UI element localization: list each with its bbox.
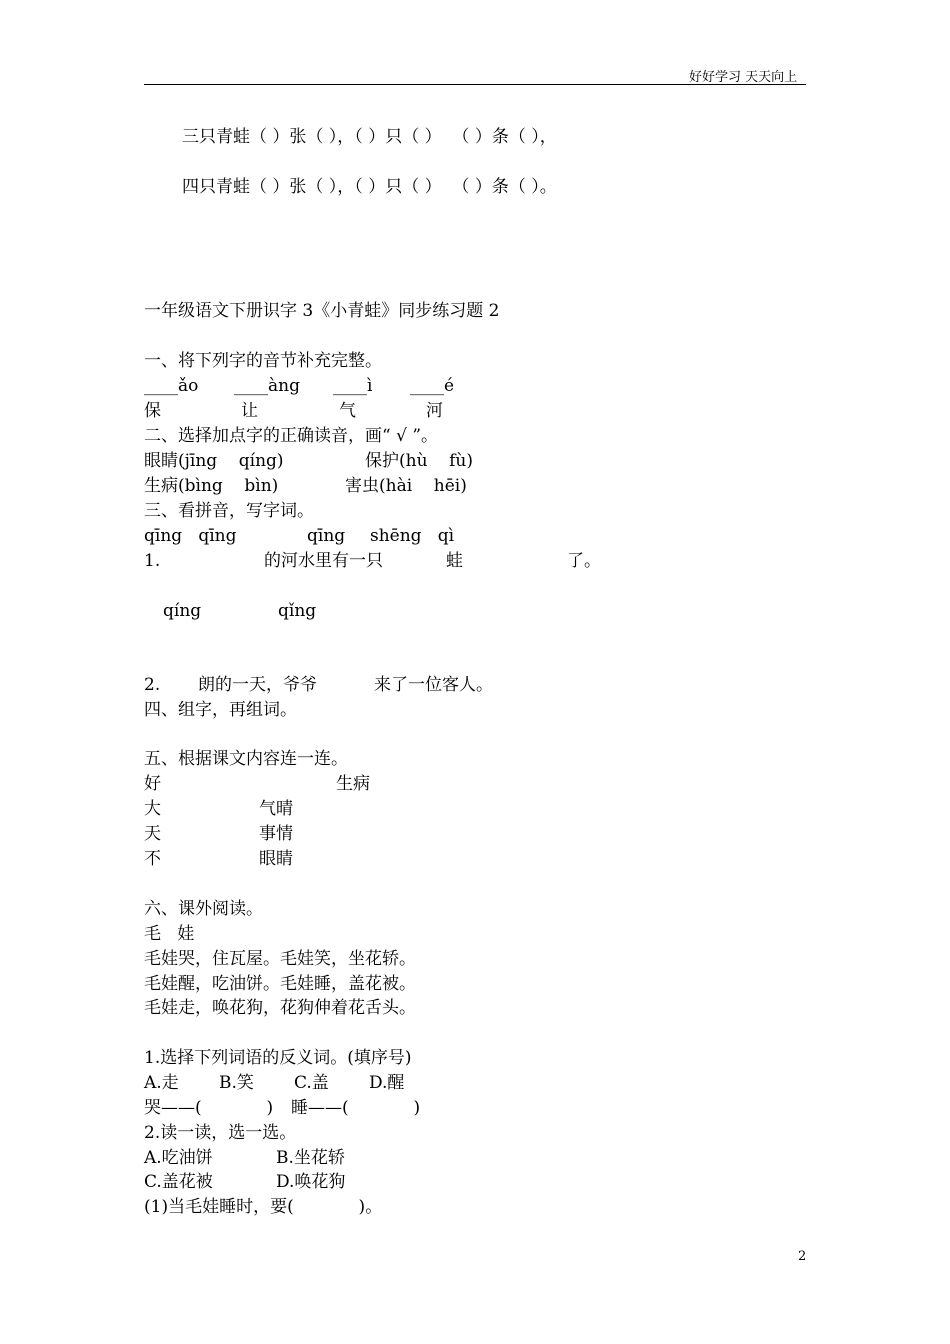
q3-heading: 三、看拼音，写字词。 bbox=[144, 501, 314, 521]
q6-sub1-pair-1: 哭——( ) bbox=[144, 1098, 274, 1118]
q5-right-2: 气晴 bbox=[259, 799, 293, 819]
poem-title: 毛 娃 bbox=[144, 924, 195, 944]
q6-heading: 六、课外阅读。 bbox=[144, 899, 263, 919]
q3-pinyin-1a: qīng qīng bbox=[144, 526, 237, 546]
poem-line-2: 毛娃醒，吃油饼。毛娃睡，盖花被。 bbox=[144, 974, 416, 994]
q2-item-1b: 保护(hù fù) bbox=[365, 451, 474, 471]
q6-sub1-heading: 1.选择下列词语的反义词。(填序号) bbox=[144, 1048, 412, 1068]
q5-left-1: 好 bbox=[144, 774, 161, 794]
q1-heading: 一、将下列字的音节补充完整。 bbox=[144, 351, 382, 371]
continuation-line-1: 三只青蛙（ ）张（ ），（ ）只（ ） （ ）条（ ）， bbox=[182, 127, 557, 147]
q3-sentence-1-part1: 的河水里有一只 bbox=[264, 551, 383, 571]
q6-sub2-question-1: (1)当毛娃睡时，要( )。 bbox=[144, 1197, 383, 1217]
q1-blank-1: ____ǎo bbox=[144, 376, 199, 396]
q5-right-1: 生病 bbox=[336, 774, 370, 794]
q1-blank-3: ____ì bbox=[333, 376, 373, 396]
q5-heading: 五、根据课文内容连一连。 bbox=[144, 749, 348, 769]
q1-char-4: 河 bbox=[426, 401, 443, 421]
q6-sub2-option-b: B.坐花轿 bbox=[276, 1148, 345, 1168]
q1-char-1: 保 bbox=[144, 401, 161, 421]
q3-sentence-1-number: 1. bbox=[144, 551, 161, 571]
q4-heading: 四、组字，再组词。 bbox=[144, 700, 297, 720]
q6-sub1-option-c: C.盖 bbox=[294, 1073, 329, 1093]
q5-left-4: 不 bbox=[144, 849, 161, 869]
q3-sentence-2-number: 2. bbox=[144, 675, 161, 695]
q6-sub1-option-d: D.醒 bbox=[369, 1073, 405, 1093]
q6-sub1-pair-2: 睡——( ) bbox=[291, 1098, 421, 1118]
poem-line-3: 毛娃走，唤花狗，花狗伸着花舌头。 bbox=[144, 998, 416, 1018]
q3-pinyin-1b: qīng bbox=[307, 526, 346, 546]
q1-char-3: 气 bbox=[339, 401, 356, 421]
q3-sentence-1-part3: 了。 bbox=[567, 551, 601, 571]
q3-pinyin-1c: shēng qì bbox=[370, 526, 455, 546]
q5-right-3: 事情 bbox=[259, 824, 293, 844]
q5-left-2: 大 bbox=[144, 799, 161, 819]
q2-item-1a: 眼睛(jīng qíng) bbox=[144, 451, 284, 471]
poem-line-1: 毛娃哭，住瓦屋。毛娃笑，坐花轿。 bbox=[144, 949, 416, 969]
q2-item-2a: 生病(bìng bìn) bbox=[144, 476, 279, 496]
q3-sentence-2-part1: 朗的一天，爷爷 bbox=[198, 675, 317, 695]
q1-char-2: 让 bbox=[241, 401, 258, 421]
q2-heading: 二、选择加点字的正确读音，画“ √ ”。 bbox=[144, 426, 439, 446]
q3-pinyin-2b: qǐng bbox=[278, 601, 317, 621]
q6-sub1-option-b: B.笑 bbox=[219, 1073, 254, 1093]
q3-pinyin-2a: qíng bbox=[163, 601, 202, 621]
q5-left-3: 天 bbox=[144, 824, 161, 844]
header-rule bbox=[144, 84, 806, 85]
q6-sub2-option-d: D.唤花狗 bbox=[276, 1172, 346, 1192]
worksheet-title: 一年级语文下册识字 3《小青蛙》同步练习题 2 bbox=[144, 301, 500, 321]
q6-sub2-option-c: C.盖花被 bbox=[144, 1172, 213, 1192]
q1-blank-2: ____àng bbox=[234, 376, 300, 396]
continuation-line-2: 四只青蛙（ ）张（ ），（ ）只（ ） （ ）条（ ）。 bbox=[182, 177, 557, 197]
q3-sentence-2-part2: 来了一位客人。 bbox=[374, 675, 493, 695]
q3-sentence-1-part2: 蛙 bbox=[446, 551, 463, 571]
q6-sub1-option-a: A.走 bbox=[144, 1073, 179, 1093]
q5-right-4: 眼睛 bbox=[259, 849, 293, 869]
q1-blank-4: ____é bbox=[410, 376, 455, 396]
q6-sub2-option-a: A.吃油饼 bbox=[144, 1148, 213, 1168]
page-number: 2 bbox=[798, 1249, 807, 1264]
page-header: 好好学习 天天向上 bbox=[689, 70, 798, 85]
q6-sub2-heading: 2.读一读，选一选。 bbox=[144, 1123, 297, 1143]
q2-item-2b: 害虫(hài hēi) bbox=[345, 476, 467, 496]
